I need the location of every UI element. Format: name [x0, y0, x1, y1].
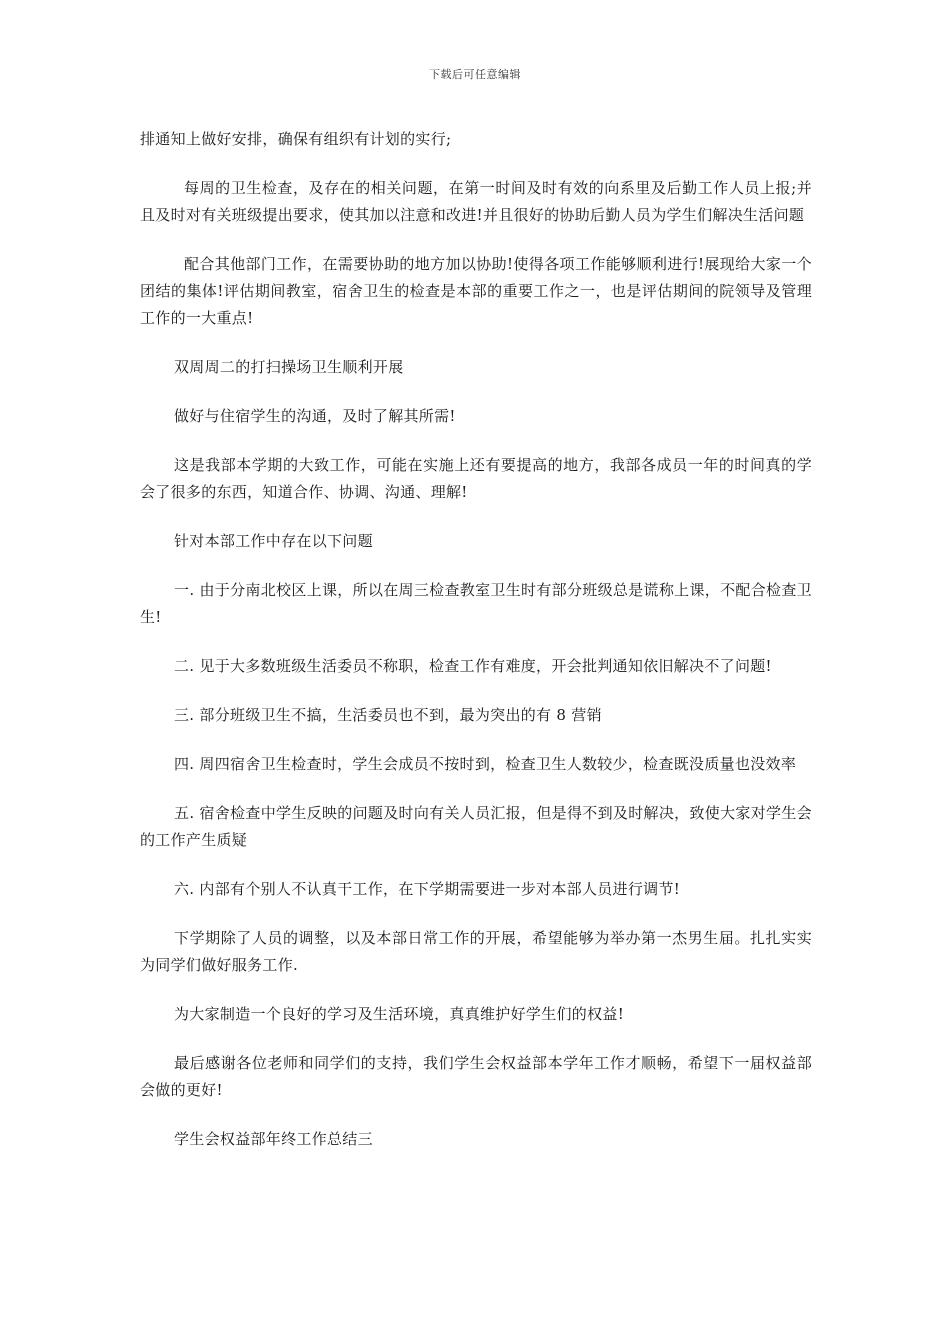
paragraph-semester-summary: 这是我部本学期的大致工作，可能在实施上还有要提高的地方，我部各成员一年的时间真的学会了很多的东西，知道合作、协调、沟通、理解! [140, 456, 812, 501]
list-item-problem-6: 六. 内部有个别人不认真干工作，在下学期需要进一步对本部人员进行调节! [174, 880, 681, 898]
paragraph-problems-heading: 针对本部工作中存在以下问题 [174, 532, 373, 550]
section-title: 学生会权益部年终工作总结三 [174, 1130, 373, 1148]
list-item-problem-4: 四. 周四宿舍卫生检查时，学生会成员不按时到，检查卫生人数较少，检查既没质量也没效率 [174, 755, 797, 773]
list-item-problem-2: 二. 见于大多数班级生活委员不称职，检查工作有难度，开会批判通知依旧解决不了问题! [174, 657, 772, 675]
list-item-problem-5: 五. 宿舍检查中学生反映的问题及时向有关人员汇报，但是得不到及时解决，致使大家对学生会的工作产生质疑 [140, 804, 812, 849]
paragraph-communication: 做好与住宿学生的沟通，及时了解其所需! [174, 407, 456, 425]
document-body [140, 126, 812, 1175]
paragraph-next-semester: 下学期除了人员的调整，以及本部日常工作的开展，希望能够为举办第一杰男生届。扎扎实实为同学们做好服务工作. [140, 929, 812, 974]
paragraph-environment: 为大家制造一个良好的学习及生活环境，真真维护好学生们的权益! [174, 1005, 625, 1023]
paragraph-hygiene-inspection: 每周的卫生检查，及存在的相关问题，在第一时间及时有效的向系里及后勤工作人员上报;并且及时对有关班级提出要求，使其加以注意和改进!并且很好的协助后勤人员为学生们解决生活问题 [140, 179, 812, 224]
page-header: 下载后可任意编辑 [429, 68, 521, 81]
list-item-problem-1: 一. 由于分南北校区上课，所以在周三检查教室卫生时有部分班级总是谎称上课，不配合检查卫生! [140, 581, 812, 626]
list-item-problem-3: 三. 部分班级卫生不搞，生活委员也不到，最为突出的有 8 营销 [174, 706, 602, 724]
paragraph-thanks: 最后感谢各位老师和同学们的支持，我们学生会权益部本学年工作才顺畅，希望下一届权益部会做的更好! [140, 1054, 812, 1099]
paragraph-cooperation: 配合其他部门工作，在需要协助的地方加以协助!使得各项工作能够顺利进行!展现给大家一个团结的集体!评估期间教室，宿舍卫生的检查是本部的重要工作之一，也是评估期间的院领导及管理工作的一大重点! [140, 255, 812, 327]
paragraph-continuation: 排通知上做好安排，确保有组织有计划的实行; [140, 130, 452, 148]
paragraph-playground-cleaning: 双周周二的打扫操场卫生顺利开展 [174, 358, 404, 376]
